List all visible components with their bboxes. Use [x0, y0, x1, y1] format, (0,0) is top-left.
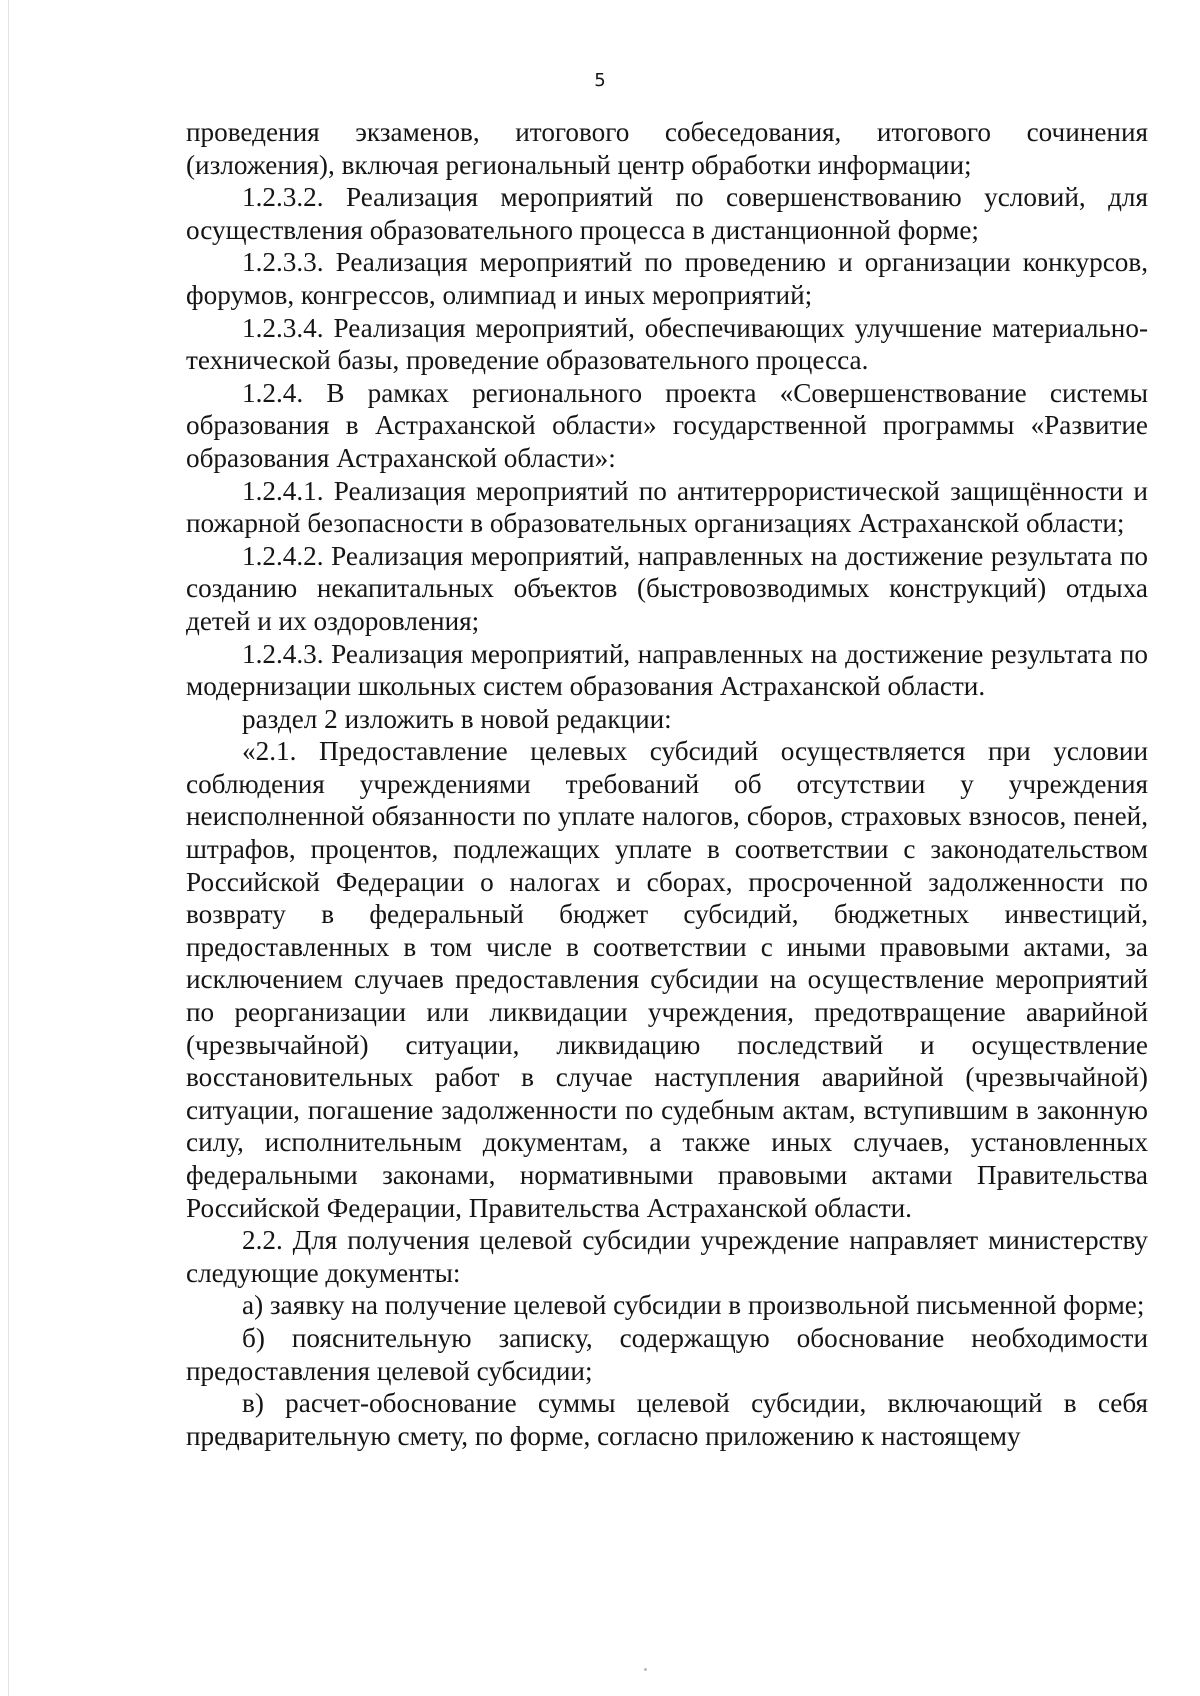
scan-edge-line [8, 0, 9, 1696]
page-number: 5 [594, 70, 606, 91]
paragraph-exam-center: проведения экзаменов, итогового собеседования, итогового сочинения (изложения), включая региональный центр обработки информации; [186, 117, 1148, 180]
paragraph-1-2-4: 1.2.4. В рамках регионального проекта «Совершенствование системы образования в Астраханской области» государственной программы «Развитие образования Астраханской области»: [186, 377, 1148, 473]
paragraph-item-b: б) пояснительную записку, содержащую обоснование необходимости предоставления целевой субсидии; [186, 1322, 1148, 1386]
paragraph-2-2: 2.2. Для получения целевой субсидии учреждение направляет министерству следующие документы: [186, 1225, 1148, 1288]
scan-speck [644, 1668, 647, 1671]
paragraph-item-v: в) расчет-обоснование суммы целевой субсидии, включающий в себя предварительную смету, по форме, согласно приложению к настоящему [186, 1388, 1148, 1451]
paragraph-2-1: «2.1. Предоставление целевых субсидий осуществляется при условии соблюдения учреждениями требований об отсутствии у учреждения неисполненной обязанности по уплате налогов, сборов, страховых взносов, пеней, штрафов, процентов, подлежащих уплате в соответствии с законодательством Российской Федерации о налогах и сборах, просроченной задолженности по возврату в федеральный бюджет субсидий, бюджетных инвестиций, предоставленных в том числе в соответствии с иными правовыми актами, за исключением случаев предоставления субсидии на осуществление мероприятий по реорганизации или ликвидации учреждения, предотвращение аварийной (чрезвычайной) ситуации, ликвидацию последствий и осуществление восстановительных работ в случае наступления аварийной (чрезвычайной) ситуации, погашение задолженности по судебным актам, вступившим в законную силу, исполнительным документам, а также иных случаев, установленных федеральными законами, нормативными правовыми актами Правительства Российской Федерации, Правительства Астраханской области. [186, 736, 1148, 1223]
paragraph-1-2-3-2: 1.2.3.2. Реализация мероприятий по совершенствованию условий, для осуществления образовательного процесса в дистанционной форме; [186, 182, 1148, 245]
document-body [186, 116, 1148, 1452]
paragraph-1-2-4-3: 1.2.4.3. Реализация мероприятий, направленных на достижение результата по модернизации школьных систем образования Астраханской области. [186, 638, 1148, 702]
paragraph-1-2-4-2: 1.2.4.2. Реализация мероприятий, направленных на достижение результата по созданию некапитальных объектов (быстровозводимых конструкций) отдыха детей и их оздоровления; [186, 540, 1148, 636]
paragraph-1-2-4-1: 1.2.4.1. Реализация мероприятий по антитеррористической защищённости и пожарной безопасности в образовательных организациях Астраханской области; [186, 475, 1148, 539]
paragraph-1-2-3-3: 1.2.3.3. Реализация мероприятий по проведению и организации конкурсов, форумов, конгрессов, олимпиад и иных мероприятий; [186, 247, 1148, 310]
paragraph-section-2-intro: раздел 2 изложить в новой редакции: [242, 703, 672, 734]
paragraph-item-a: а) заявку на получение целевой субсидии в произвольной письменной форме; [242, 1290, 1145, 1321]
paragraph-1-2-3-4: 1.2.3.4. Реализация мероприятий, обеспечивающих улучшение материально-технической базы, проведение образовательного процесса. [186, 312, 1148, 376]
